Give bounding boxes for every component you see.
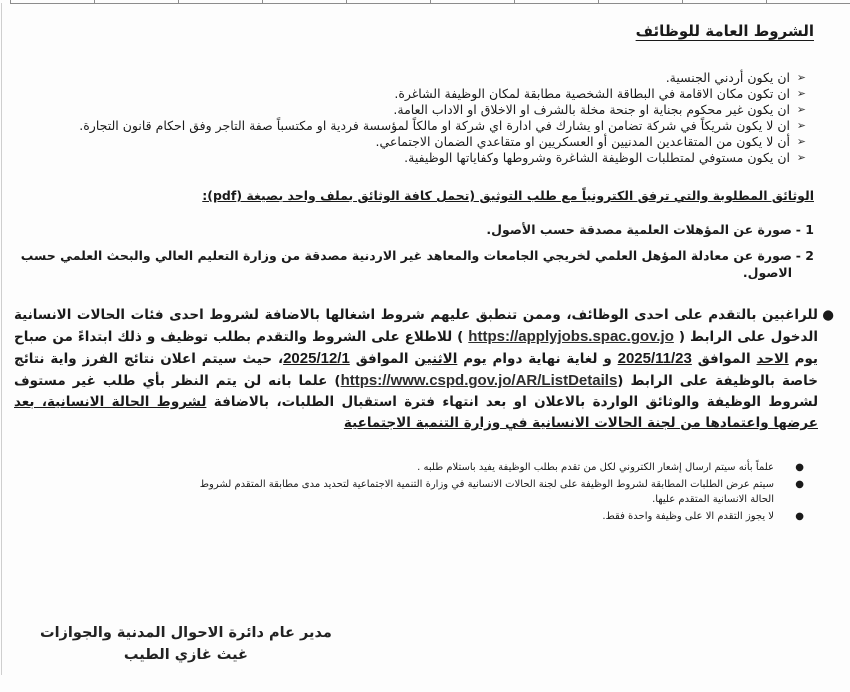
condition-item: ➢ ان يكون أردني الجنسية. [665, 70, 806, 85]
required-document-item: 1 - صورة عن المؤهلات العلمية مصدقة حسب الأصول. [486, 222, 814, 237]
table-cell [10, 0, 94, 3]
document-body [14, 18, 836, 526]
end-day: الاثنين [414, 351, 458, 367]
start-day: الاحد [756, 351, 789, 367]
condition-item: ➢ ان لا يكون شريكاً في شركة تضامن او يشارك في ادارة اي شركة او مالكاً لمؤسسة فردية او مكتسباً صفة التاجر وفق احكام قانون التجارة. [79, 118, 806, 133]
table-cell [766, 0, 850, 3]
start-date: 2025/11/23 [617, 350, 692, 367]
table-cell [262, 0, 346, 3]
bullet-dot-icon: ● [795, 479, 804, 490]
top-table-border [10, 0, 850, 4]
general-conditions-list [14, 70, 836, 166]
table-cell [94, 0, 178, 3]
condition-item: ➢ ان يكون مستوفي لمتطلبات الوظيفة الشاغرة وشروطها وكفاياتها الوظيفية. [404, 150, 806, 165]
bullet-dot-icon: ● [822, 307, 834, 323]
arrow-bullet-icon: ➢ [796, 103, 806, 116]
required-document-item: 2 - صورة عن معادلة المؤهل العلمي لخريجي الجامعات والمعاهد غير الاردنية مصدقة من وزارة التعليم العالي والبحث العلمي حسب الاصول. [20, 248, 814, 280]
bullet-dot-icon: ● [795, 511, 804, 522]
table-cell [346, 0, 430, 3]
signature-block [40, 622, 332, 666]
note-item: ● لا يجوز التقدم الا على وظيفة واحدة فقط. [602, 511, 804, 522]
signatory-name: غيث غازي الطيب [123, 647, 248, 663]
end-date: 2025/12/1 [283, 350, 350, 367]
bullet-dot-icon: ● [795, 462, 804, 473]
table-cell [430, 0, 514, 3]
arrow-bullet-icon: ➢ [796, 151, 806, 164]
table-cell [514, 0, 598, 3]
required-documents-heading: الوثائق المطلوبة والتي ترفق الكترونياً مع طلب التوثيق (تحمل كافة الوثائق بملف واحد بصيغة (pdf): [202, 188, 814, 203]
table-cell [598, 0, 682, 3]
note-item: ● سيتم عرض الطلبات المطابقة لشروط الوظيفة على لجنة الحالات الانسانية في وزارة التنمية الاجتماعية لتحديد مدى مطابقة المتقدم لشروط الحالة الانسانية المتقدم عليها. [199, 479, 804, 505]
table-cell [682, 0, 766, 3]
condition-item: ➢ أن لا يكون من المتقاعدين المدنيين أو العسكريين او متقاعدي الضمان الاجتماعي. [375, 134, 806, 149]
condition-item: ➢ ان يكون غير محكوم بجناية او جنحة مخلة بالشرف او الاخلاق او الاداب العامة. [393, 102, 806, 117]
apply-jobs-link[interactable]: https://applyjobs.spac.gov.jo [468, 328, 674, 345]
arrow-bullet-icon: ➢ [796, 87, 806, 100]
arrow-bullet-icon: ➢ [796, 135, 806, 148]
condition-item: ➢ ان تكون مكان الاقامة في البطاقة الشخصية مطابقة لمكان الوظيفة الشاغرة. [394, 86, 806, 101]
signatory-position: مدير عام دائرة الاحوال المدنية والجوازات [40, 625, 332, 641]
humanitarian-conditions-note: لشروط الحالة الانسانية، بعد عرضها واعتمادها من لجنة الحالات الانسانية في وزارة التنمية الاجتماعية [14, 394, 818, 431]
arrow-bullet-icon: ➢ [796, 71, 806, 84]
document-title: الشروط العامة للوظائف [635, 22, 814, 40]
arrow-bullet-icon: ➢ [796, 119, 806, 132]
application-announcement: ● للراغبين بالتقدم على احدى الوظائف، وممن تنطبق عليهم شروط اشغالها بالاضافة لشروط احدى فئات الحالات الانسانية الدخول على الرابط ( https://applyjobs.spac.gov.jo ) للاطلاع على الشروط والتقدم بطلب توظيف و ذلك ابتداءً من صباح يوم الاحد الموافق 2025/11/23 و لغاية نهاية دوام يوم الاثنين الموافق 2025/12/1، حيث سيتم اعلان نتائج الفرز واية نتائج خاصة بالوظيفة على الرابط (https://www.cspd.gov.jo/AR/ListDetails) علما بانه لن يتم النظر بأي طلب غير مستوف لشروط الوظيفة والوثائق الواردة بالاعلان او بعد انتهاء فترة استقبال الطلبات، بالاضافة لشروط الحالة الانسانية، بعد عرضها واعتمادها من لجنة الحالات الانسانية في وزارة التنمية الاجتماعية [14, 307, 834, 431]
note-item: ● علماً بأنه سيتم ارسال إشعار الكتروني لكل من تقدم بطلب الوظيفة يفيد باستلام طلبه . [417, 462, 804, 473]
table-cell [178, 0, 262, 3]
notes-list [14, 460, 836, 524]
required-documents-list [14, 221, 836, 281]
results-link[interactable]: https://www.cspd.gov.jo/AR/ListDetails [340, 372, 618, 389]
page-left-border [1, 3, 2, 675]
